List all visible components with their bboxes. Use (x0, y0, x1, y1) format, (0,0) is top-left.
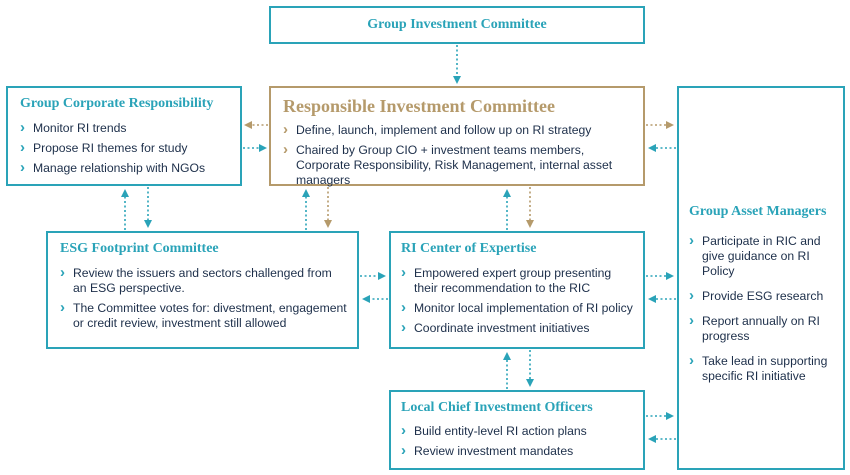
ric-item: › Chaired by Group CIO + investment teams members, Corporate Responsibility, Risk Management, internal asset managers (283, 143, 631, 188)
local-cio-item: › Build entity-level RI action plans (401, 424, 635, 439)
esg-item: › Review the issuers and sectors challenged from an ESG perspective. (60, 266, 347, 296)
local-cio-box (389, 390, 645, 470)
local-cio-item: › Review investment mandates (401, 444, 635, 459)
group-corporate-responsibility-box (6, 86, 242, 186)
local-cio-title: Local Chief Investment Officers (401, 400, 593, 415)
group-investment-committee-box (269, 6, 645, 44)
local-cio-list (401, 424, 635, 459)
gam-item: › Report annually on RI progress (689, 314, 835, 344)
gcr-list (20, 121, 230, 176)
esg-item: › The Committee votes for: divestment, engagement or credit review, investment still allowed (60, 301, 347, 331)
esg-list (60, 266, 347, 331)
group-asset-managers-box (677, 86, 845, 470)
ri-coe-item: › Empowered expert group presenting their recommendation to the RIC (401, 266, 635, 296)
group-investment-committee-title: Group Investment Committee (367, 17, 547, 32)
ri-coe-list (401, 266, 635, 336)
gcr-item: › Propose RI themes for study (20, 141, 230, 156)
ri-coe-title: RI Center of Expertise (401, 241, 537, 256)
ri-center-of-expertise-box (389, 231, 645, 349)
gcr-item: › Manage relationship with NGOs (20, 161, 230, 176)
gam-item: › Provide ESG research (689, 289, 835, 304)
esg-title: ESG Footprint Committee (60, 241, 219, 256)
responsible-investment-committee-box (269, 86, 645, 186)
ric-list (283, 123, 631, 188)
gcr-title: Group Corporate Responsibility (20, 96, 214, 111)
gam-title: Group Asset Managers (689, 204, 827, 219)
ri-coe-item: › Coordinate investment initiatives (401, 321, 635, 336)
gam-item: › Take lead in supporting specific RI initiative (689, 354, 835, 384)
esg-footprint-committee-box (46, 231, 359, 349)
gcr-item: › Monitor RI trends (20, 121, 230, 136)
ric-item: › Define, launch, implement and follow up on RI strategy (283, 123, 631, 138)
ri-coe-item: › Monitor local implementation of RI policy (401, 301, 635, 316)
gam-item: › Participate in RIC and give guidance on RI Policy (689, 234, 835, 279)
gam-list (689, 234, 835, 384)
ric-title: Responsible Investment Committee (283, 96, 555, 116)
